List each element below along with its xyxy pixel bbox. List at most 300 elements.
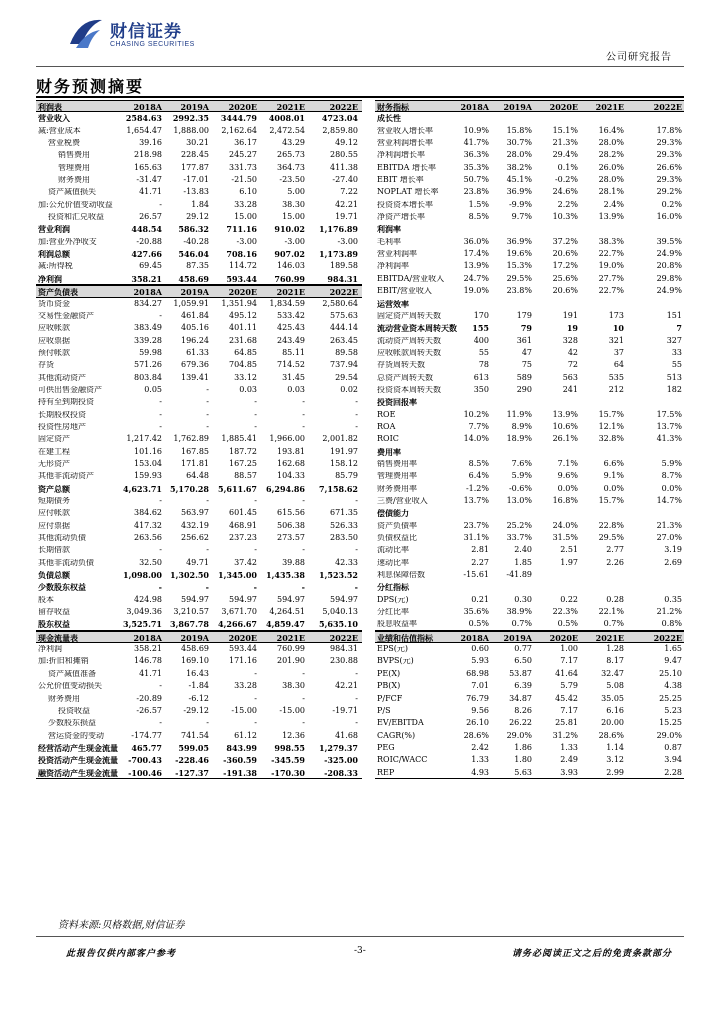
row-label: 长期股权投资 [38, 410, 86, 419]
cell-value: 3,210.57 [173, 607, 209, 617]
cell-value: 5.9% [511, 471, 532, 481]
cell-value: 803.84 [134, 372, 162, 382]
table-row [375, 470, 684, 482]
row-label: BVPS(元) [377, 657, 414, 666]
cell-value: 615.56 [277, 508, 305, 518]
table-row [375, 507, 684, 519]
cell-value: 104.33 [277, 471, 305, 481]
year-column-header: 2021E [276, 632, 305, 643]
table-row [36, 347, 362, 359]
row-label: 净利润增长率 [377, 151, 425, 160]
cell-value: 1,059.91 [173, 298, 209, 308]
cell-value: 41.68 [335, 730, 358, 740]
table-row [36, 470, 362, 482]
year-column-header: 2018A [133, 632, 162, 643]
cell-value: 21.3% [552, 138, 578, 148]
table-row [375, 458, 684, 470]
cell-value: 6.16 [606, 705, 624, 715]
cell-value: 23.8% [506, 286, 532, 296]
cell-value: 1,885.41 [221, 434, 257, 444]
cell-value: - [159, 409, 162, 419]
row-label: 加:营业外净收支 [38, 237, 97, 246]
year-column-header: 2020E [549, 632, 578, 643]
table-row [375, 421, 684, 433]
cell-value: -13.83 [183, 187, 209, 197]
cell-value: 1,351.94 [221, 298, 257, 308]
cell-value: 13.7% [463, 496, 489, 505]
cell-value: 55 [671, 360, 682, 370]
cell-value: 159.93 [134, 471, 162, 481]
cell-value: 218.98 [134, 150, 162, 160]
cell-value: 16.8% [552, 496, 578, 505]
cell-value: 0.1% [557, 162, 578, 172]
cell-value: 998.55 [274, 742, 305, 753]
cell-value: 273.57 [277, 533, 305, 543]
cell-value: 45.42 [555, 693, 578, 703]
row-label: 投资资本周转天数 [377, 385, 441, 394]
cell-value: 31.2% [552, 730, 578, 740]
cell-value: -3.00 [337, 236, 358, 246]
cell-value: 31.45 [282, 372, 305, 382]
table-row [375, 693, 684, 705]
cell-value: 0.2% [661, 199, 682, 209]
cell-value: 0.0% [557, 483, 578, 493]
cell-value: 3,525.71 [123, 619, 162, 630]
cell-value: -191.38 [223, 767, 257, 778]
cell-value: - [254, 545, 257, 555]
row-label: 无形资产 [38, 459, 70, 468]
cell-value: 15.00 [234, 212, 257, 222]
cell-value: 737.94 [330, 360, 358, 370]
row-label: 净资产增长率 [377, 213, 425, 222]
row-label: 三费/营业收入 [377, 497, 428, 505]
table-row [375, 742, 684, 754]
cell-value: 26.10 [466, 718, 489, 728]
table-row [36, 532, 362, 544]
cell-value: -41.89 [506, 570, 532, 580]
cell-value: 358.21 [134, 644, 162, 654]
row-label: 应付帐款 [38, 509, 70, 518]
cell-value: 1,523.52 [319, 570, 358, 581]
year-column-header: 2019A [180, 102, 209, 112]
cell-value: -23.50 [279, 175, 305, 185]
row-label: 成长性 [377, 114, 401, 123]
cell-value: 26.22 [509, 718, 532, 728]
table-row [36, 730, 362, 742]
cell-value: 589 [516, 372, 532, 382]
table-row [36, 260, 362, 272]
table-row [375, 137, 684, 149]
cell-value: 25.81 [555, 718, 578, 728]
cell-value: 33.12 [234, 372, 257, 382]
row-label: 少数股东权益 [38, 583, 86, 592]
cell-value: 10.9% [463, 125, 489, 135]
table-row [375, 285, 684, 297]
cell-value: - [254, 693, 257, 703]
year-column-header: 2018A [133, 287, 162, 298]
cell-value: 265.73 [277, 150, 305, 160]
year-column-header: 2021E [276, 102, 305, 112]
cell-value: 75 [521, 360, 532, 370]
cell-value: 45.1% [506, 175, 532, 185]
cell-value: 43.29 [282, 138, 305, 148]
cell-value: 15.00 [282, 212, 305, 222]
cell-value: 28.2% [598, 150, 624, 160]
cell-value: -0.2% [554, 175, 578, 185]
financial-table [375, 631, 684, 779]
cell-value: 167.85 [181, 446, 209, 456]
cell-value: 2,001.82 [322, 434, 358, 444]
cell-value: 2.2% [557, 199, 578, 209]
cell-value: 671.35 [330, 508, 358, 518]
table-row [375, 125, 684, 137]
table-row [36, 693, 362, 705]
table-title: 业绩和估值指标 [377, 633, 433, 642]
table-row [375, 273, 684, 285]
cell-value: 153.04 [134, 458, 162, 468]
row-label: 营业利润率 [377, 250, 417, 259]
table-row [375, 655, 684, 667]
cell-value: 0.03 [239, 384, 257, 394]
row-label: 投资性房地产 [38, 422, 86, 431]
cell-value: 78 [478, 360, 489, 370]
cell-value: 0.5% [468, 619, 489, 629]
table-row [36, 569, 362, 581]
cell-value: 0.35 [664, 594, 682, 604]
cell-value: 35.6% [463, 607, 489, 617]
cell-value: 42.21 [335, 199, 358, 209]
cell-value: 6,294.86 [266, 483, 305, 494]
cell-value: 1,173.89 [319, 249, 358, 260]
cell-value: 2992.35 [172, 113, 209, 124]
cell-value: 26.57 [139, 212, 162, 222]
cell-value: 331.73 [229, 162, 257, 172]
year-column-header: 2022E [329, 632, 358, 643]
logo-english-name: CHASING SECURITIES [110, 41, 195, 48]
table-row [36, 186, 362, 198]
row-label: 营业利润 [38, 225, 70, 234]
table-row [375, 594, 684, 606]
cell-value: 19.0% [598, 261, 624, 271]
cell-value: 444.14 [330, 323, 358, 333]
cell-value: 0.05 [144, 384, 162, 394]
cell-value: 231.68 [229, 335, 257, 345]
cell-value: 14.0% [463, 434, 489, 444]
cell-value: 1,762.89 [173, 434, 209, 444]
cell-value: 328 [562, 335, 578, 345]
year-column-header: 2021E [276, 287, 305, 298]
cell-value: 263.45 [330, 335, 358, 345]
table-row [36, 680, 362, 692]
cell-value: - [355, 397, 358, 407]
cell-value: 1.5% [468, 199, 489, 209]
footer-disclaimer-right: 请务必阅读正文之后的免责条款部分 [511, 949, 672, 959]
cell-value: 33.28 [234, 681, 257, 691]
table-row [375, 544, 684, 556]
cell-value: 10 [612, 323, 624, 334]
cell-value: 13.9% [463, 261, 489, 271]
cell-value: 468.91 [229, 520, 257, 530]
cell-value: 24.7% [463, 273, 489, 283]
cell-value: - [159, 545, 162, 555]
cell-value: 458.69 [181, 644, 209, 654]
cell-value: - [254, 668, 257, 678]
row-label: EBITDA 增长率 [377, 163, 436, 172]
cell-value: 24.0% [552, 520, 578, 530]
logo-mark-icon [66, 14, 106, 52]
cell-value: 4,623.71 [123, 483, 162, 494]
cell-value: 29.3% [656, 138, 682, 148]
table-header [375, 100, 684, 112]
cell-value: 1,279.37 [319, 742, 358, 753]
cell-value: 29.0% [656, 730, 682, 740]
cell-value: 191.97 [330, 446, 358, 456]
row-label: 交易性金融资产 [38, 311, 94, 320]
row-label: 营业收入 [38, 114, 70, 123]
cell-value: 594.97 [229, 594, 257, 604]
year-column-header: 2020E [228, 287, 257, 298]
year-column-header: 2022E [329, 102, 358, 112]
cell-value: 36.17 [234, 138, 257, 148]
cell-value: 35.05 [601, 693, 624, 703]
cell-value: 575.63 [330, 310, 358, 320]
row-label: 费用率 [377, 447, 401, 456]
cell-value: 64.85 [234, 347, 257, 357]
cell-value: 76.79 [466, 693, 489, 703]
cell-value: 6.6% [603, 458, 624, 468]
cell-value: 42.33 [335, 557, 358, 567]
table-row [36, 322, 362, 334]
cell-value: - [254, 409, 257, 419]
table-row [375, 359, 684, 371]
cell-value: 0.5% [557, 619, 578, 629]
cell-value: -127.37 [175, 767, 209, 778]
cell-value: 290 [516, 384, 532, 394]
row-label: 融资活动产生现金流量 [38, 768, 118, 777]
cell-value: 834.27 [134, 298, 162, 308]
cell-value: -3.00 [284, 236, 305, 246]
year-column-header: 2019A [503, 632, 532, 643]
cell-value: 1.33 [560, 742, 578, 752]
cell-value: 10.2% [463, 409, 489, 419]
cell-value: -170.30 [271, 767, 305, 778]
financial-table [36, 285, 362, 631]
cell-value: 36.3% [463, 150, 489, 160]
cell-value: 28.1% [598, 187, 624, 197]
table-row [36, 433, 362, 445]
cell-value: 1,654.47 [126, 125, 162, 135]
table-header [375, 631, 684, 643]
row-label: 其他流动负债 [38, 534, 86, 543]
cell-value: -31.47 [136, 175, 162, 185]
cell-value: 14.7% [656, 496, 682, 505]
cell-value: 6.4% [468, 471, 489, 481]
row-label: 其他非流动资产 [38, 472, 94, 481]
cell-value: 601.45 [229, 508, 257, 518]
year-column-header: 2019A [180, 287, 209, 298]
cell-value: -20.89 [136, 693, 162, 703]
cell-value: 283.50 [330, 533, 358, 543]
table-row [36, 544, 362, 556]
cell-value: 405.16 [181, 323, 209, 333]
cell-value: 89.58 [335, 347, 358, 357]
row-label: 应收帐款 [38, 324, 70, 333]
table-row [36, 384, 362, 396]
company-logo [66, 14, 226, 54]
cell-value: 563.97 [181, 508, 209, 518]
row-label: 管理费用率 [377, 472, 417, 481]
table-row [36, 223, 362, 235]
cell-value: 7.17 [560, 705, 578, 715]
cell-value: 3.19 [664, 545, 682, 555]
table-row [36, 248, 362, 260]
table-row [375, 347, 684, 359]
cell-value: 533.42 [277, 310, 305, 320]
cell-value: 1.65 [664, 644, 682, 654]
cell-value: - [354, 582, 358, 593]
right-financial-tables [375, 100, 684, 779]
cell-value: 0.28 [606, 594, 624, 604]
cell-value: 37 [613, 347, 624, 357]
cell-value: 760.99 [274, 273, 305, 284]
cell-value: 2,472.54 [269, 125, 305, 135]
cell-value: - [159, 421, 162, 431]
cell-value: -19.71 [332, 705, 358, 715]
cell-value: 29.54 [335, 372, 358, 382]
cell-value: 3,867.78 [170, 619, 209, 630]
report-type-label: 公司研究报告 [606, 52, 672, 63]
cell-value: 5.63 [514, 767, 532, 777]
row-label: 投资资本增长率 [377, 200, 433, 209]
cell-value: 5.23 [664, 705, 682, 715]
table-row [36, 421, 362, 433]
table-row [375, 174, 684, 186]
cell-value: 41.64 [555, 668, 578, 678]
cell-value: 9.6% [557, 471, 578, 481]
cell-value: 15.1% [552, 125, 578, 135]
cell-value: 1,098.00 [123, 570, 162, 581]
year-column-header: 2018A [460, 632, 489, 643]
cell-value: 35.3% [463, 162, 489, 172]
row-label: 应收票据 [38, 336, 70, 345]
cell-value: 1.86 [514, 742, 532, 752]
cell-value: 417.32 [134, 520, 162, 530]
table-row [375, 409, 684, 421]
cell-value: 741.54 [181, 730, 209, 740]
cell-value: 189.58 [330, 261, 358, 271]
cell-value: 586.32 [178, 224, 209, 235]
cell-value: 1.85 [514, 557, 532, 567]
cell-value: 327 [666, 335, 682, 345]
cell-value: 29.3% [656, 150, 682, 160]
row-label: ROA [377, 422, 396, 431]
page-number: -3- [354, 946, 366, 956]
cell-value: - [159, 718, 162, 728]
year-column-header: 2020E [228, 102, 257, 112]
row-label: 资产总额 [38, 484, 70, 493]
row-label: ROIC [377, 435, 399, 444]
cell-value: -26.57 [136, 705, 162, 715]
cell-value: 55 [478, 347, 489, 357]
table-row [375, 199, 684, 211]
cell-value: 7.1% [557, 458, 578, 468]
cell-value: 79 [520, 323, 532, 334]
cell-value: 26.1% [552, 434, 578, 444]
cell-value: 22.7% [598, 249, 624, 259]
cell-value: 26.0% [598, 162, 624, 172]
table-row [36, 618, 362, 630]
row-label: 投资回报率 [377, 398, 417, 407]
cell-value: 29.12 [186, 212, 209, 222]
row-label: 少数股东损益 [48, 719, 96, 728]
cell-value: 1.80 [514, 755, 532, 765]
cell-value: 33.28 [234, 199, 257, 209]
cell-value: 12.1% [598, 421, 624, 431]
cell-value: 32.47 [601, 668, 624, 678]
cell-value: - [206, 409, 209, 419]
row-label: EBIT 增长率 [377, 176, 424, 185]
cell-value: 12.36 [282, 730, 305, 740]
cell-value: 25.10 [659, 668, 682, 678]
table-row [375, 384, 684, 396]
year-column-header: 2021E [595, 632, 624, 643]
cell-value: 15.8% [506, 125, 532, 135]
row-label: 营业收入增长率 [377, 126, 433, 135]
table-row [36, 495, 362, 507]
cell-value: 20.8% [656, 261, 682, 271]
year-column-header: 2022E [329, 287, 358, 298]
cell-value: -9.9% [508, 199, 532, 209]
cell-value: 37.2% [552, 236, 578, 246]
cell-value: 28.0% [598, 175, 624, 185]
cell-value: 22.8% [598, 520, 624, 530]
cell-value: 1.97 [560, 557, 578, 567]
row-label: 毛利率 [377, 237, 401, 246]
cell-value: - [254, 496, 257, 505]
table-row [375, 483, 684, 495]
cell-value: - [355, 693, 358, 703]
cell-value: 2,580.64 [322, 298, 358, 308]
cell-value: 495.12 [229, 310, 257, 320]
cell-value: - [302, 496, 305, 505]
cell-value: 101.16 [134, 446, 162, 456]
cell-value: 10.3% [552, 212, 578, 222]
cell-value: 263.56 [134, 533, 162, 543]
cell-value: 17.2% [552, 261, 578, 271]
table-row [36, 655, 362, 667]
cell-value: - [355, 718, 358, 728]
row-label: 财务费用率 [377, 484, 417, 493]
cell-value: 29.5% [598, 533, 624, 543]
cell-value: 85.79 [335, 471, 358, 481]
cell-value: 361 [516, 335, 532, 345]
cell-value: 8.9% [511, 421, 532, 431]
cell-value: 30.7% [506, 138, 532, 148]
table-row [36, 409, 362, 421]
cell-value: 7.6% [511, 458, 532, 468]
table-row [375, 236, 684, 248]
table-row [36, 112, 362, 124]
cell-value: 165.63 [134, 162, 162, 172]
cell-value: 41.71 [139, 668, 162, 678]
table-row [375, 298, 684, 310]
cell-value: 171.16 [229, 656, 257, 666]
cell-value: 241 [562, 384, 578, 394]
cell-value: 8.5% [468, 458, 489, 468]
cell-value: 114.72 [229, 261, 257, 271]
cell-value: - [206, 545, 209, 555]
row-label: 营业利润增长率 [377, 139, 433, 148]
